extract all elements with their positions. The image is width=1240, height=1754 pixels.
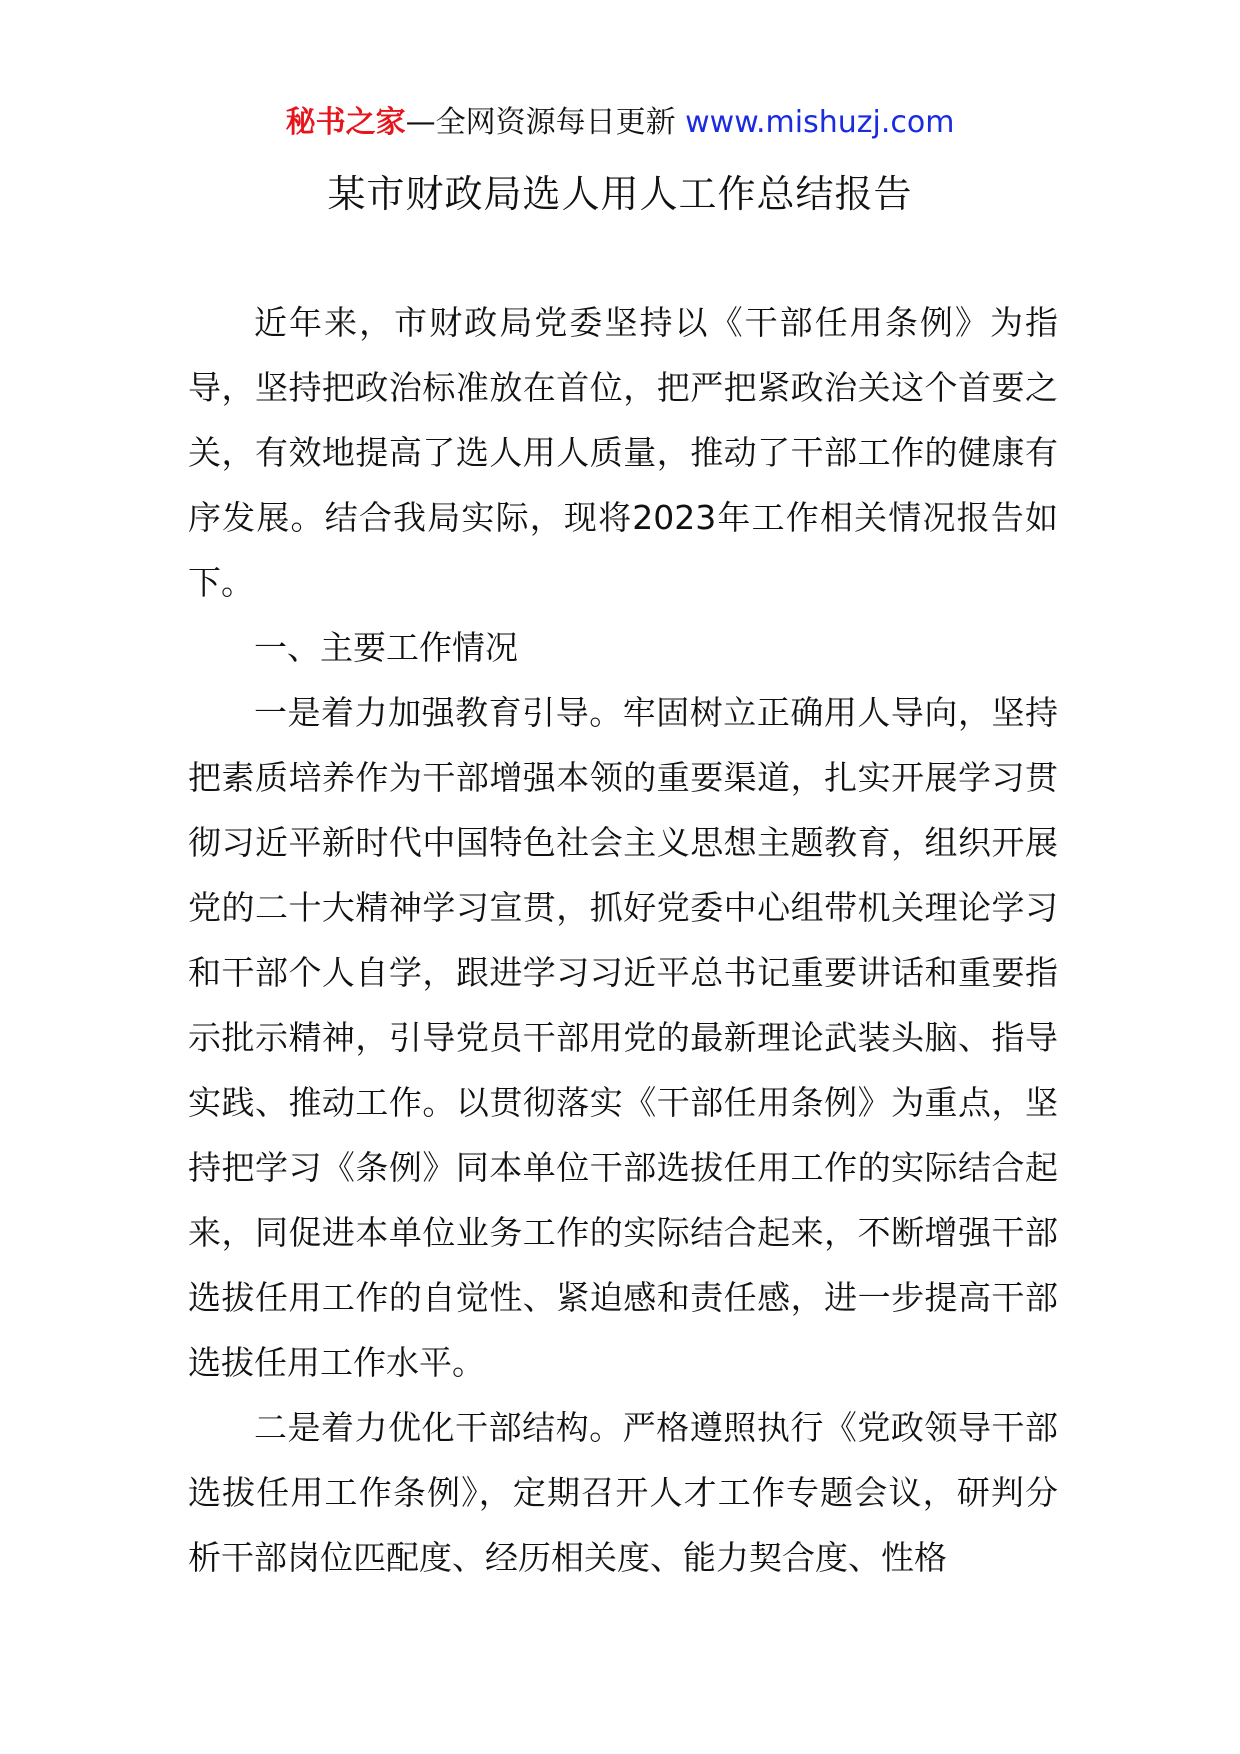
section-heading: 一、主要工作情况 — [254, 628, 518, 667]
site-tagline: —全网资源每日更新 — [405, 105, 686, 140]
site-brand: 秘书之家 — [285, 105, 406, 140]
document-body — [188, 290, 1058, 1590]
document-title: 某市财政局选人用人工作总结报告 — [327, 172, 913, 216]
body-paragraph: 二是着力优化干部结构。严格遵照执行《党政领导干部选拔任用工作条例》，定期召开人才工作专题会议，研判分析干部岗位匹配度、经历相关度、能力契合度、性格 — [188, 1408, 1058, 1577]
intro-paragraph: 近年来，市财政局党委坚持以《干部任用条例》为指导，坚持把政治标准放在首位，把严把紧政治关这个首要之关，有效地提高了选人用人质量，推动了干部工作的健康有序发展。结合我局实际，现将2023年工作相关情况报告如下。 — [188, 303, 1058, 602]
site-url-link[interactable]: www.mishuzj.com — [685, 105, 955, 140]
site-header — [0, 100, 1240, 146]
body-paragraph: 一是着力加强教育引导。牢固树立正确用人导向，坚持把素质培养作为干部增强本领的重要渠道，扎实开展学习贯彻习近平新时代中国特色社会主义思想主题教育，组织开展党的二十大精神学习宣贯，抓好党委中心组带机关理论学习和干部个人自学，跟进学习习近平总书记重要讲话和重要指示批示精神，引导党员干部用党的最新理论武装头脑、指导实践、推动工作。以贯彻落实《干部任用条例》为重点，坚持把学习《条例》同本单位干部选拔任用工作的实际结合起来，同促进本单位业务工作的实际结合起来，不断增强干部选拔任用工作的自觉性、紧迫感和责任感，进一步提高干部选拔任用工作水平。 — [188, 693, 1058, 1382]
